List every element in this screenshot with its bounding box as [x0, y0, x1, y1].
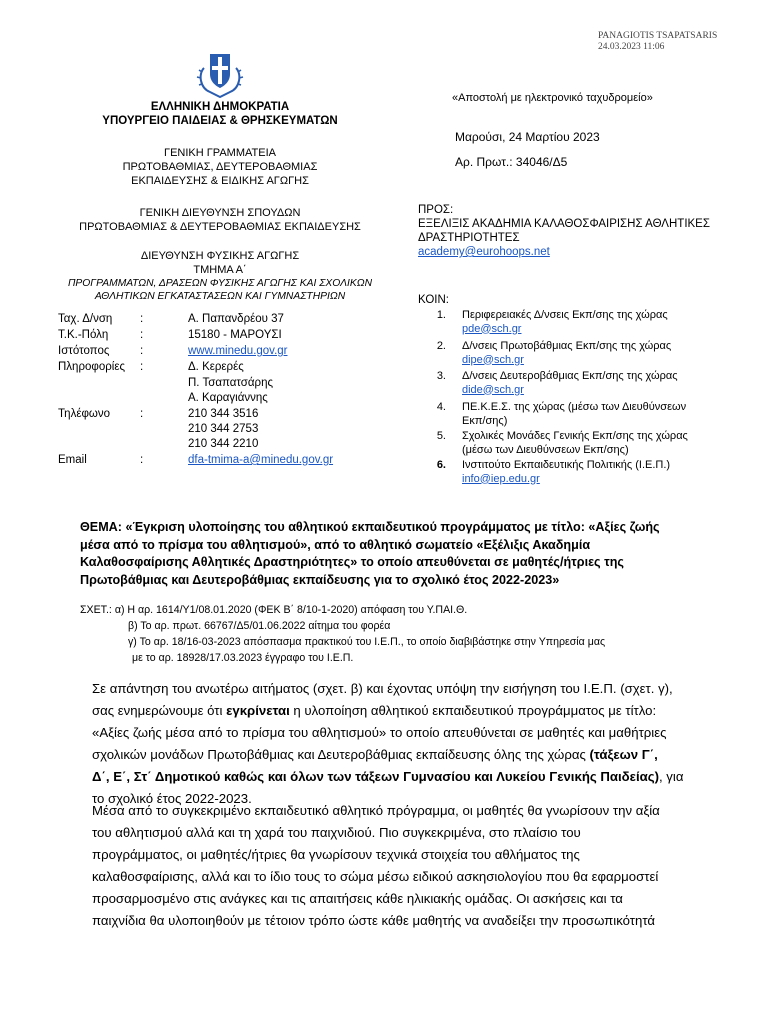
item-text: Εκπ/σης)	[462, 414, 508, 427]
paragraph-line: παιχνίδια θα υλοποιηθούν με τέτοιον τρόπο ώστε κάθε μαθητής να αναδείξει την προσωπικότητά	[92, 913, 655, 928]
contact-label: Ιστότοπος	[58, 345, 110, 357]
contact-colon: :	[140, 329, 144, 341]
republic-title: ΕΛΛΗΝΙΚΗ ΔΗΜΟΚΡΑΤΙΑ	[150, 101, 290, 113]
general-directorate	[40, 206, 400, 234]
paragraph-line: Σε απάντηση του ανωτέρω αιτήματος (σχετ. β) και έχοντας υπόψη την εισήγηση του Ι.Ε.Π. (σχετ. γ),	[92, 681, 673, 696]
item-number: 4.	[436, 401, 446, 413]
references	[80, 602, 730, 666]
contact-value: 210 344 2753	[188, 423, 259, 435]
item-text: Περιφερειακές Δ/νσεις Εκπ/σης της χώρας	[462, 309, 668, 321]
ministry-header	[60, 100, 380, 128]
item-number: 6.	[436, 459, 446, 471]
signature-name: PANAGIOTIS TSAPATSARIS	[598, 31, 718, 41]
item-email-link[interactable]: pde@sch.gr	[462, 322, 522, 335]
gs-line: ΕΚΠΑΙΔΕΥΣΗΣ & ΕΙΔΙΚΗΣ ΑΓΩΓΗΣ	[131, 175, 309, 187]
paragraph-approval	[92, 678, 720, 810]
approved-emphasis: εγκρίνεται	[226, 703, 290, 718]
item-number: 5.	[436, 430, 446, 442]
delivery-note: «Αποστολή με ηλεκτρονικό ταχυδρομείο»	[452, 92, 653, 104]
paragraph-program	[92, 800, 720, 932]
department-desc: ΑΘΛΗΤΙΚΩΝ ΕΓΚΑΤΑΣΤΑΣΕΩΝ ΚΑΙ ΓΥΜΝΑΣΤΗΡΙΩΝ	[94, 291, 346, 302]
contact-value: 210 344 3516	[188, 408, 259, 420]
paragraph-line	[92, 766, 720, 788]
paragraph-line: καλαθοσφαίρισης, αλλά και το ίδιο τους το σώμα μέσω ειδικού ασκησιολογίου που θα εφαρμοστεί	[92, 869, 659, 884]
greek-emblem-icon	[196, 46, 244, 98]
contact-value: 15180 - ΜΑΡΟΥΣΙ	[188, 329, 282, 341]
text-run: σας ενημερώνουμε ότι	[92, 703, 227, 718]
paragraph-line: το σχολικό έτος 2022-2023.	[92, 791, 252, 806]
paragraph-line: προγράμματος, οι μαθητές/ήτριες θα γνωρίσουν τεχνικά στοιχεία του αθλήματος της	[92, 847, 580, 862]
document-date: Μαρούσι, 24 Μαρτίου 2023	[455, 130, 600, 144]
item-number: 1.	[436, 309, 446, 321]
koin-label: ΚΟΙΝ:	[418, 294, 449, 306]
grades-emphasis: Δ΄, Ε΄, Στ΄ Δημοτικού καθώς και όλων των τάξεων Γυμνασίου και Λυκείου Γενικής Παιδείας)	[92, 769, 659, 784]
contact-value: Δ. Κερερές	[188, 361, 244, 373]
gd-line: ΠΡΩΤΟΒΑΘΜΙΑΣ & ΔΕΥΤΕΡΟΒΑΘΜΙΑΣ ΕΚΠΑΙΔΕΥΣΗΣ	[79, 221, 361, 233]
website-link[interactable]: www.minedu.gov.gr	[188, 345, 288, 357]
recipient-name: ΕΞΕΛΙΞΙΣ ΑΚΑΔΗΜΙΑ ΚΑΛΑΘΟΣΦΑΙΡΙΣΗΣ ΑΘΛΗΤΙΚΕΣ	[418, 218, 710, 230]
paragraph-line: προσαρμοσμένο στις ανάγκες και τις απαιτήσεις κάθε ηλικιακής ομάδας. Οι ασκήσεις και τα	[92, 891, 623, 906]
contact-colon: :	[140, 313, 144, 325]
contact-label: Ταχ. Δ/νση	[58, 313, 113, 325]
contact-colon: :	[140, 454, 144, 466]
paragraph-line: «Αξίες ζωής μέσα από το πρίσμα του αθλητισμού» το οποίο απευθύνεται σε μαθητές και μαθήτριες	[92, 725, 667, 740]
item-email-link[interactable]: info@iep.edu.gr	[462, 472, 540, 485]
gd-line: ΓΕΝΙΚΗ ΔΙΕΥΘΥΝΣΗ ΣΠΟΥΔΩΝ	[139, 207, 301, 219]
item-text: (μέσω των Διευθύνσεων Εκπ/σης)	[462, 443, 629, 456]
pros-label: ΠΡΟΣ:	[418, 204, 454, 216]
general-secretariat	[60, 146, 380, 188]
paragraph-line: του αθλητισμού αλλά και τη χαρά του παιχνιδιού. Πιο συγκεκριμένα, στο πλαίσιο του	[92, 825, 581, 840]
subject	[80, 519, 720, 589]
subject-line: ΘΕΜΑ: «Έγκριση υλοποίησης του αθλητικού εκπαιδευτικού προγράμματος με τίτλο: «Αξίες ζωής	[80, 520, 660, 534]
contact-colon: :	[140, 345, 144, 357]
paragraph-line	[92, 700, 720, 722]
digital-signature	[598, 31, 717, 53]
email-link[interactable]: dfa-tmima-a@minedu.gov.gr	[188, 454, 334, 466]
department-line: ΤΜΗΜΑ Α΄	[193, 264, 247, 276]
signature-date: 24.03.2023 11:06	[598, 42, 665, 52]
item-email-link[interactable]: dipe@sch.gr	[462, 353, 524, 366]
gs-line: ΓΕΝΙΚΗ ΓΡΑΜΜΑΤΕΙΑ	[164, 147, 276, 159]
directorate	[40, 249, 400, 303]
subject-line: Πρωτοβάθμιας και Δευτεροβάθμιας εκπαίδευσης για το σχολικό έτος 2022-2023»	[80, 572, 560, 587]
subject-line: μέσα από το πρίσμα του αθλητισμού», από το αθλητικό σωματείο «Εξέλιξις Ακαδημία	[80, 537, 591, 552]
department-desc: ΠΡΟΓΡΑΜΜΑΤΩΝ, ΔΡΑΣΕΩΝ ΦΥΣΙΚΗΣ ΑΓΩΓΗΣ ΚΑΙ ΣΧΟΛΙΚΩΝ	[67, 278, 373, 289]
item-number: 3.	[436, 370, 446, 382]
item-number: 2.	[436, 340, 446, 352]
item-text: Σχολικές Μονάδες Γενικής Εκπ/σης της χώρας	[462, 430, 688, 442]
recipient-name: ΔΡΑΣΤΗΡΙΟΤΗΤΕΣ	[418, 232, 520, 244]
contact-value: 210 344 2210	[188, 438, 259, 450]
grades-emphasis: (τάξεων Γ΄,	[589, 747, 658, 762]
item-text: ΠΕ.Κ.Ε.Σ. της χώρας (μέσω των Διευθύνσεων	[462, 401, 687, 413]
paragraph-line	[92, 744, 720, 766]
recipient-email-link[interactable]: academy@eurohoops.net	[418, 246, 550, 258]
item-text: Ινστιτούτο Εκπαιδευτικής Πολιτικής (Ι.Ε.Π.)	[462, 459, 671, 471]
contact-label: Τηλέφωνο	[58, 408, 111, 420]
text-run: η υλοποίηση αθλητικού εκπαιδευτικού προγράμματος με τίτλο:	[289, 703, 657, 718]
directorate-line: ΔΙΕΥΘΥΝΣΗ ΦΥΣΙΚΗΣ ΑΓΩΓΗΣ	[140, 250, 300, 262]
contact-label: Πληροφορίες	[58, 361, 126, 373]
contact-value: Α. Καραγιάννης	[188, 392, 268, 404]
contact-label: Email	[58, 454, 87, 466]
reference-line: γ) Το αρ. 18/16-03-2023 απόσπασμα πρακτικού του Ι.Ε.Π., το οποίο διαβιβάστηκε στην Υπηρεσία μας	[128, 636, 606, 648]
protocol-number: Αρ. Πρωτ.: 34046/Δ5	[455, 155, 568, 169]
item-text: Δ/νσεις Δευτεροβάθμιας Εκπ/σης της χώρας	[462, 370, 678, 382]
item-text: Δ/νσεις Πρωτοβάθμιας Εκπ/σης της χώρας	[462, 340, 672, 352]
paragraph-line: Μέσα από το συγκεκριμένο εκπαιδευτικό αθλητικό πρόγραμμα, οι μαθητές θα γνωρίσουν την αξία	[92, 803, 660, 818]
contact-colon: :	[140, 361, 144, 373]
subject-line: Καλαθοσφαίρισης Αθλητικές Δραστηριότητες» το οποίο απευθύνεται σε μαθητές/ήτριες της	[80, 555, 624, 569]
gs-line: ΠΡΩΤΟΒΑΘΜΙΑΣ, ΔΕΥΤΕΡΟΒΑΘΜΙΑΣ	[122, 161, 318, 173]
ministry-title: ΥΠΟΥΡΓΕΙΟ ΠΑΙΔΕΙΑΣ & ΘΡΗΣΚΕΥΜΑΤΩΝ	[102, 115, 338, 127]
contact-value: Α. Παπανδρέου 37	[188, 313, 284, 325]
item-email-link[interactable]: dide@sch.gr	[462, 383, 524, 396]
recipient-block	[418, 203, 710, 259]
contact-colon: :	[140, 408, 144, 420]
contact-value: Π. Τσαπατσάρης	[188, 377, 274, 389]
text-run: σχολικών μονάδων Πρωτοβάθμιας και Δευτεροβάθμιας εκπαίδευσης όλης της χώρας	[92, 747, 590, 762]
reference-line: με το αρ. 18928/17.03.2023 έγγραφο του Ι.Ε.Π.	[132, 652, 354, 664]
contact-label: Τ.Κ.-Πόλη	[58, 329, 109, 341]
reference-line: β) Το αρ. πρωτ. 66767/Δ5/01.06.2022 αίτημα του φορέα	[128, 620, 391, 632]
reference-line: ΣΧΕΤ.: α) Η αρ. 1614/Υ1/08.01.2020 (ΦΕΚ Β΄ 8/10-1-2020) απόφαση του Υ.ΠΑΙ.Θ.	[80, 604, 468, 616]
text-run: , για	[658, 769, 684, 784]
